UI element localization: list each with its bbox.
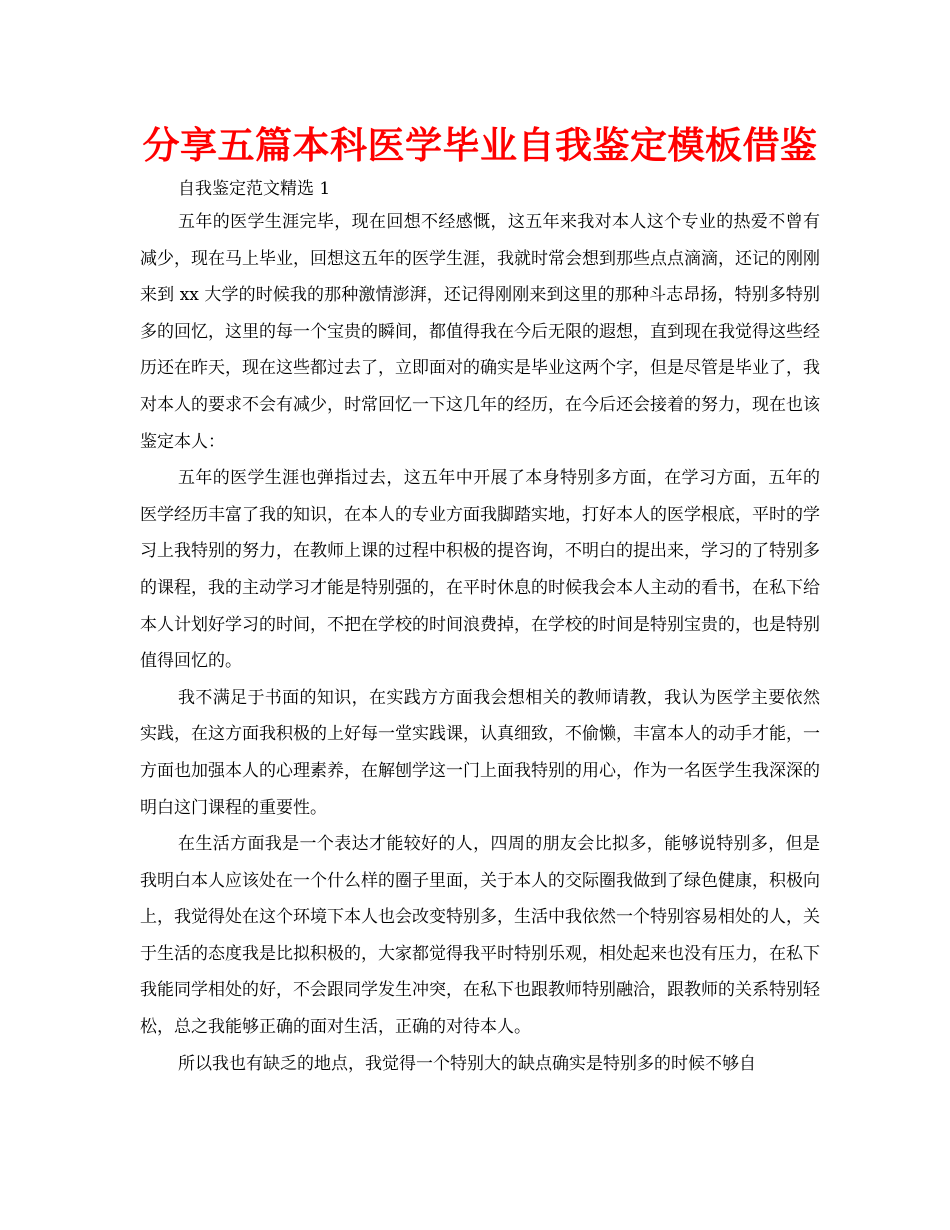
document-page <box>140 118 820 1082</box>
document-subtitle: 自我鉴定范文精选 1 <box>178 179 331 199</box>
paragraph-5: 所以我也有缺乏的地点，我觉得一个特别大的缺点确实是特别多的时候不够自 <box>178 1053 756 1074</box>
paragraph-4: 在生活方面我是一个表达才能较好的人，四周的朋友会比拟多，能够说特别多，但是我明白本人应该处在一个什么样的圈子里面，关于本人的交际圈我做到了绿色健康，积极向上，我觉得处在这个环境下本人也会改变特别多，生活中我依然一个特别容易相处的人，关于生活的态度我是比拟积极的，大家都觉得我平时特别乐观，相处起来也没有压力，在私下我能同学相处的好，不会跟同学发生冲突，在私下也跟教师特别融洽，跟教师的关系特别轻松，总之我能够正确的面对生活，正确的对待本人。 <box>140 834 820 1038</box>
document-title: 分享五篇本科医学毕业自我鉴定模板借鉴 <box>142 124 818 167</box>
paragraph-2: 五年的医学生涯也弹指过去，这五年中开展了本身特别多方面，在学习方面，五年的医学经历丰富了我的知识，在本人的专业方面我脚踏实地，打好本人的医学根底，平时的学习上我特别的努力，在教师上课的过程中积极的提咨询，不明白的提出来，学习的了特别多的课程，我的主动学习才能是特别强的，在平时休息的时候我会本人主动的看书，在私下给本人计划好学习的时间，不把在学校的时间浪费掉，在学校的时间是特别宝贵的，也是特别值得回忆的。 <box>140 468 820 672</box>
paragraph-3: 我不满足于书面的知识，在实践方方面我会想相关的教师请教，我认为医学主要依然实践，在这方面我积极的上好每一堂实践课，认真细致，不偷懒，丰富本人的动手才能，一方面也加强本人的心理素养，在解刨学这一门上面我特别的用心，作为一名医学生我深深的明白这门课程的重要性。 <box>140 687 820 818</box>
paragraph-1: 五年的医学生涯完毕，现在回想不经感慨，这五年来我对本人这个专业的热爱不曾有减少，现在马上毕业，回想这五年的医学生涯，我就时常会想到那些点点滴滴，还记的刚刚来到 xx 大学的时候我的那种激情澎湃，还记得刚刚来到这里的那种斗志昂扬，特别多特别多的回忆，这里的每一个宝贵的瞬间，都值得我在今后无限的遐想，直到现在我觉得这些经历还在昨天，现在这些都过去了，立即面对的确实是毕业这两个字，但是尽管是毕业了，我对本人的要求不会有减少，时常回忆一下这几年的经历，在今后还会接着的努力，现在也该鉴定本人： <box>140 212 820 452</box>
